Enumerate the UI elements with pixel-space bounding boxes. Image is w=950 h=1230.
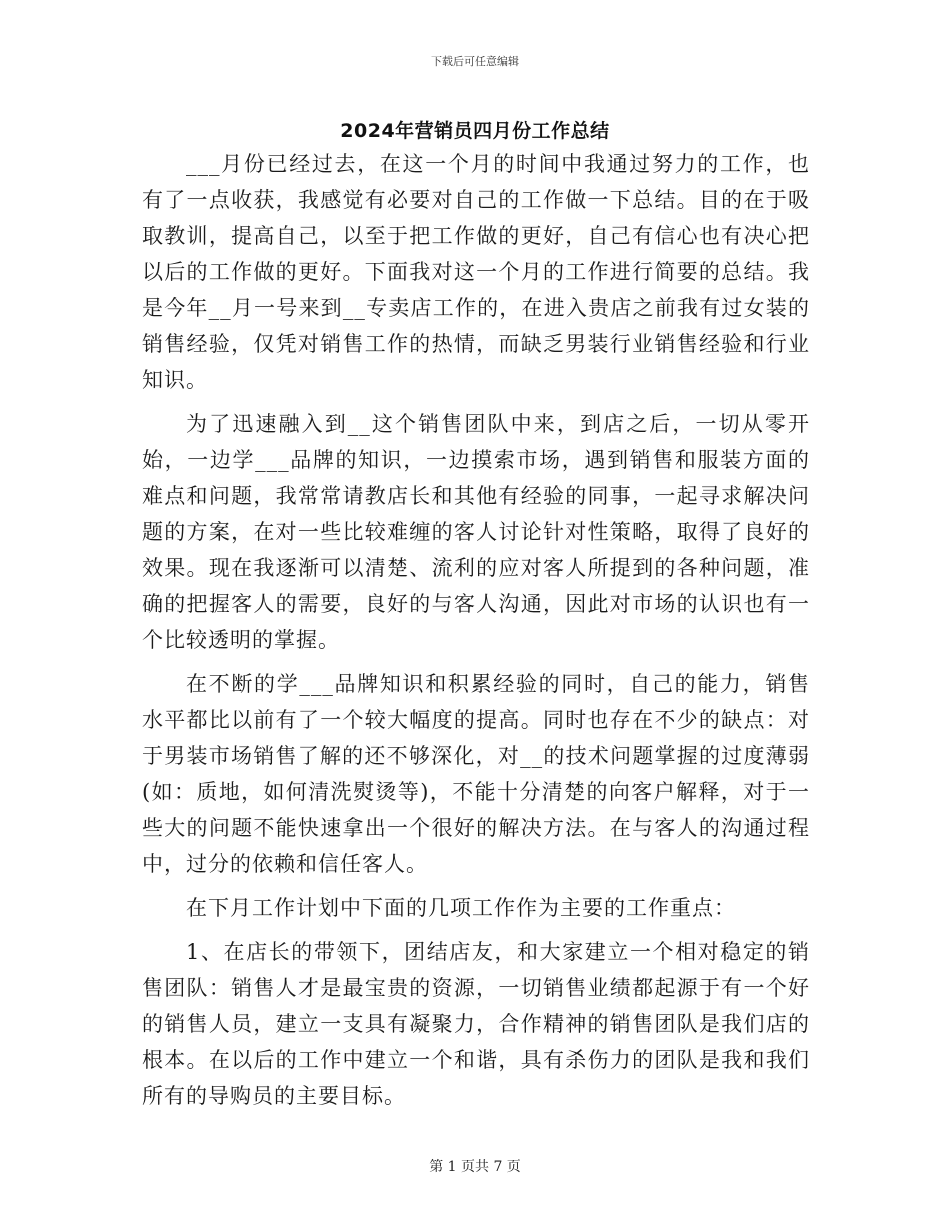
header-note: 下载后可任意编辑	[431, 55, 519, 68]
page-footer: 第 1 页共 7 页	[429, 1159, 521, 1175]
paragraph-4: 在下月工作计划中下面的几项工作作为主要的工作重点：	[186, 896, 736, 920]
paragraph-2: 为了迅速融入到__这个销售团队中来，到店之后，一切从零开始，一边学___品牌的知识，一边摸索市场，遇到销售和服装方面的难点和问题，我常常请教店长和其他有经验的同事，一起寻求解决问题的方案，在对一些比较难缠的客人讨论针对性策略，取得了良好的效果。现在我逐渐可以清楚、流利的应对客人所提到的各种问题，准确的把握客人的需要，良好的与客人沟通，因此对市场的认识也有一个比较透明的掌握。	[142, 412, 810, 652]
paragraph-3: 在不断的学___品牌知识和积累经验的同时，自己的能力，销售水平都比以前有了一个较大幅度的提高。同时也存在不少的缺点：对于男装市场销售了解的还不够深化，对__的技术问题掌握的过度薄弱(如：质地，如何清洗熨烫等)，不能十分清楚的向客户解释，对于一些大的问题不能快速拿出一个很好的解决方法。在与客人的沟通过程中，过分的依赖和信任客人。	[142, 672, 810, 876]
paragraph-5: 1、在店长的带领下，团结店友，和大家建立一个相对稳定的销售团队：销售人才是最宝贵的资源，一切销售业绩都起源于有一个好的销售人员，建立一支具有凝聚力，合作精神的销售团队是我们店的根本。在以后的工作中建立一个和谐，具有杀伤力的团队是我和我们所有的导购员的主要目标。	[142, 940, 810, 1108]
paragraph-1: ___月份已经过去，在这一个月的时间中我通过努力的工作，也有了一点收获，我感觉有必要对自己的工作做一下总结。目的在于吸取教训，提高自己，以至于把工作做的更好，自己有信心也有决心把以后的工作做的更好。下面我对这一个月的工作进行简要的总结。我是今年__月一号来到__专卖店工作的，在进入贵店之前我有过女装的销售经验，仅凭对销售工作的热情，而缺乏男装行业销售经验和行业知识。	[142, 152, 810, 392]
document-body	[142, 146, 810, 1114]
document-title: 2024年营销员四月份工作总结	[340, 120, 610, 142]
